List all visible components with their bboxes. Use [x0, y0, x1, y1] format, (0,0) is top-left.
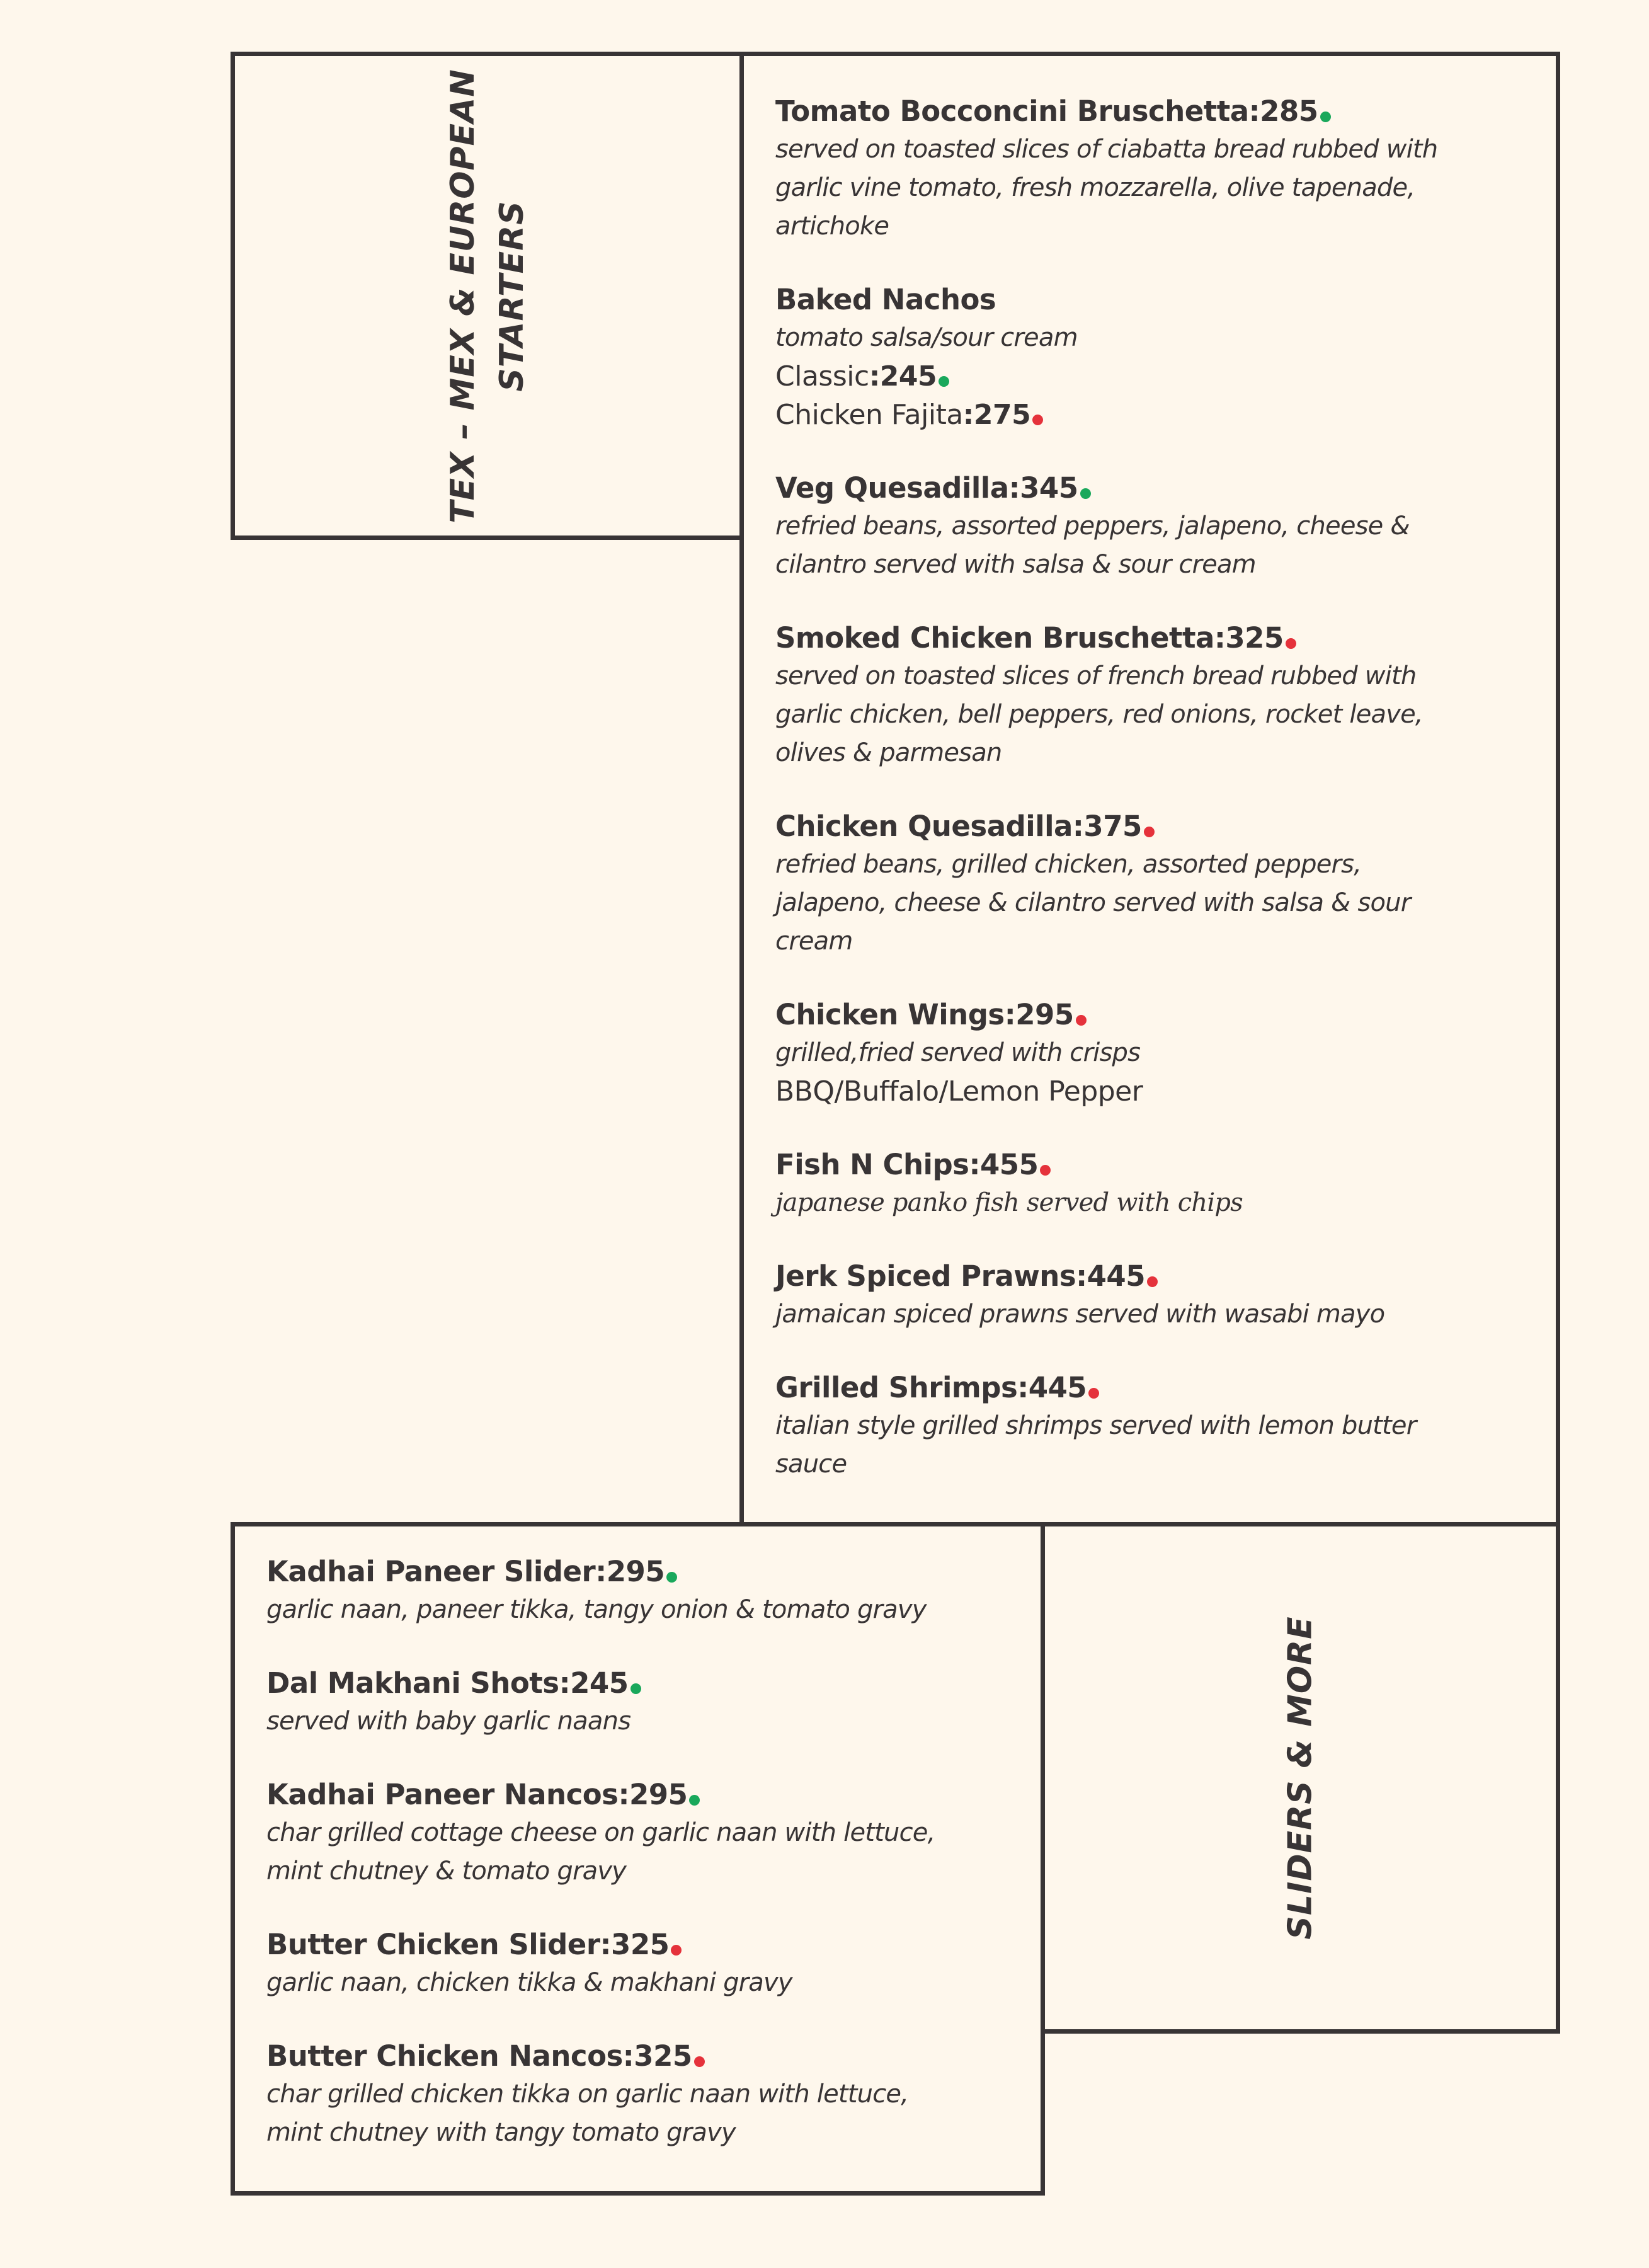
item-name: Veg Quesadilla: [775, 471, 1009, 505]
nonveg-dot-icon: [1076, 1015, 1087, 1026]
desc-line: garlic naan, paneer tikka, tangy onion & tomato gravy: [266, 1595, 927, 1624]
desc-line: char grilled chicken tikka on garlic naan with lettuce,: [266, 2080, 909, 2109]
desc-line: mint chutney with tangy tomato gravy: [266, 2118, 736, 2147]
section-items-box-sliders: [231, 1522, 1045, 2196]
item-description: [775, 845, 1556, 961]
item-variant: Chicken Fajita:275: [775, 396, 1556, 434]
item-title: Butter Chicken Nancos:325: [266, 2037, 1041, 2075]
item-name: Butter Chicken Slider: [266, 1928, 600, 1961]
menu-item: [266, 1926, 1041, 2002]
item-description: [775, 130, 1556, 246]
section-title-box-sliders: [1041, 1522, 1560, 2034]
item-title: Jerk Spiced Prawns:445: [775, 1257, 1556, 1295]
desc-line: olives & parmesan: [775, 738, 1002, 767]
desc-line: grilled,fried served with crisps: [775, 1038, 1141, 1067]
item-name: Grilled Shrimps: [775, 1371, 1018, 1404]
item-description: [775, 1184, 1556, 1222]
item-description: [266, 1702, 1041, 1741]
item-title: Veg Quesadilla:345: [775, 469, 1556, 507]
item-title: Grilled Shrimps:445: [775, 1369, 1556, 1407]
menu-item: [775, 1257, 1556, 1334]
menu-item: [266, 2037, 1041, 2152]
section-items-box-tex-mex: [739, 52, 1560, 1526]
menu-list-sliders: [235, 1526, 1041, 2152]
desc-line: served on toasted slices of french bread rubbed with: [775, 662, 1417, 690]
desc-line: cream: [775, 927, 853, 956]
item-variant: Classic:245: [775, 357, 1556, 396]
item-description: [775, 319, 1556, 357]
desc-line: japanese panko fish served with chips: [775, 1188, 1243, 1217]
item-name: Baked Nachos: [775, 283, 996, 316]
item-name: Tomato Bocconcini Bruschetta: [775, 94, 1249, 128]
item-description: [266, 1591, 1041, 1629]
nonveg-dot-icon: [1286, 638, 1296, 649]
desc-line: garlic chicken, bell peppers, red onions, rocket leave,: [775, 700, 1423, 729]
veg-dot-icon: [1080, 488, 1091, 499]
nonveg-dot-icon: [1088, 1388, 1099, 1399]
item-price: 375: [1083, 810, 1142, 843]
section-title-line: SLIDERS & MORE: [1281, 1616, 1320, 1940]
item-title: Smoked Chicken Bruschetta:325: [775, 619, 1556, 657]
desc-line: sauce: [775, 1450, 847, 1479]
item-description: [775, 1034, 1556, 1072]
desc-line: jalapeno, cheese & cilantro served with salsa & sour: [775, 888, 1411, 917]
variant-label: Classic: [775, 360, 869, 392]
menu-item: [775, 996, 1556, 1111]
item-description: [266, 1964, 1041, 2002]
item-title: Kadhai Paneer Slider:295: [266, 1553, 1041, 1591]
desc-line: garlic naan, chicken tikka & makhani gravy: [266, 1968, 792, 1997]
menu-item: [266, 1664, 1041, 1741]
nonveg-dot-icon: [671, 1945, 682, 1956]
item-title: Dal Makhani Shots:245: [266, 1664, 1041, 1702]
nonveg-dot-icon: [1040, 1165, 1051, 1176]
section-title-line: TEX – MEX & EUROPEAN: [443, 68, 482, 524]
veg-dot-icon: [630, 1683, 641, 1694]
item-title: Butter Chicken Slider:325: [266, 1926, 1041, 1964]
variant-price: 245: [879, 360, 937, 392]
item-description: [775, 1407, 1556, 1484]
nonveg-dot-icon: [1032, 415, 1043, 425]
item-name: Kadhai Paneer Nancos: [266, 1778, 619, 1811]
item-name: Chicken Wings: [775, 998, 1005, 1031]
section-title-sliders: [1276, 1616, 1325, 1939]
item-price: 445: [1087, 1259, 1146, 1293]
menu-item: [266, 1553, 1041, 1629]
menu-item: [266, 1776, 1041, 1891]
item-name: Jerk Spiced Prawns: [775, 1259, 1076, 1293]
desc-line: served with baby garlic naans: [266, 1707, 631, 1736]
desc-line: refried beans, grilled chicken, assorted peppers,: [775, 850, 1362, 879]
item-price: 245: [570, 1666, 629, 1700]
item-price: 295: [1015, 998, 1074, 1031]
veg-dot-icon: [689, 1795, 700, 1806]
desc-line: garlic vine tomato, fresh mozzarella, olive tapenade,: [775, 173, 1415, 202]
item-description: [775, 1295, 1556, 1334]
variant-label: Chicken Fajita: [775, 399, 963, 431]
menu-item: [775, 808, 1556, 961]
item-price: 445: [1028, 1371, 1087, 1404]
item-title: Fish N Chips:455: [775, 1146, 1556, 1184]
menu-item: [775, 281, 1556, 434]
veg-dot-icon: [1320, 112, 1331, 122]
menu-item: [775, 93, 1556, 246]
item-price: 285: [1260, 94, 1318, 128]
menu-item: [775, 619, 1556, 772]
desc-line: jamaican spiced prawns served with wasabi mayo: [775, 1300, 1385, 1329]
veg-dot-icon: [666, 1572, 677, 1583]
item-price: 295: [629, 1778, 688, 1811]
nonveg-dot-icon: [1144, 827, 1155, 837]
item-description: [266, 1814, 1041, 1891]
desc-line: served on toasted slices of ciabatta bread rubbed with: [775, 135, 1438, 164]
menu-item: [775, 1369, 1556, 1484]
item-name: Fish N Chips: [775, 1148, 969, 1181]
item-price: 325: [611, 1928, 670, 1961]
section-title-tex-mex: [438, 69, 537, 524]
item-name: Dal Makhani Shots: [266, 1666, 559, 1700]
desc-line: artichoke: [775, 212, 889, 241]
item-title: Tomato Bocconcini Bruschetta:285: [775, 93, 1556, 130]
desc-line: refried beans, assorted peppers, jalapeno, cheese &: [775, 512, 1410, 541]
item-description: [266, 2075, 1041, 2152]
desc-line: italian style grilled shrimps served with lemon butter: [775, 1411, 1417, 1440]
item-price: 295: [606, 1555, 665, 1588]
item-name: Kadhai Paneer Slider: [266, 1555, 596, 1588]
item-name: Smoked Chicken Bruschetta: [775, 621, 1214, 655]
desc-line: mint chutney & tomato gravy: [266, 1857, 627, 1886]
section-title-box-tex-mex: [231, 52, 744, 540]
item-name: Chicken Quesadilla: [775, 810, 1073, 843]
nonveg-dot-icon: [1147, 1276, 1158, 1287]
item-description: [775, 507, 1556, 584]
item-price: 455: [979, 1148, 1039, 1181]
item-price: 325: [1225, 621, 1284, 655]
item-title: Kadhai Paneer Nancos:295: [266, 1776, 1041, 1814]
section-title-line: STARTERS: [493, 200, 531, 392]
menu-list-tex-mex: [744, 56, 1556, 1484]
item-options: BBQ/Buffalo/Lemon Pepper: [775, 1075, 1143, 1108]
item-price: 345: [1020, 471, 1078, 505]
menu-item: [775, 469, 1556, 584]
nonveg-dot-icon: [694, 2056, 705, 2067]
menu-item: [775, 1146, 1556, 1222]
item-description: [775, 657, 1556, 772]
veg-dot-icon: [939, 376, 949, 387]
item-name: Butter Chicken Nancos: [266, 2039, 623, 2073]
desc-line: cilantro served with salsa & sour cream: [775, 550, 1256, 579]
desc-line: tomato salsa/sour cream: [775, 323, 1078, 352]
item-price: 325: [634, 2039, 692, 2073]
variant-price: 275: [973, 399, 1031, 431]
item-title: Chicken Quesadilla:375: [775, 808, 1556, 845]
desc-line: char grilled cottage cheese on garlic naan with lettuce,: [266, 1818, 935, 1847]
item-title: Chicken Wings:295: [775, 996, 1556, 1034]
